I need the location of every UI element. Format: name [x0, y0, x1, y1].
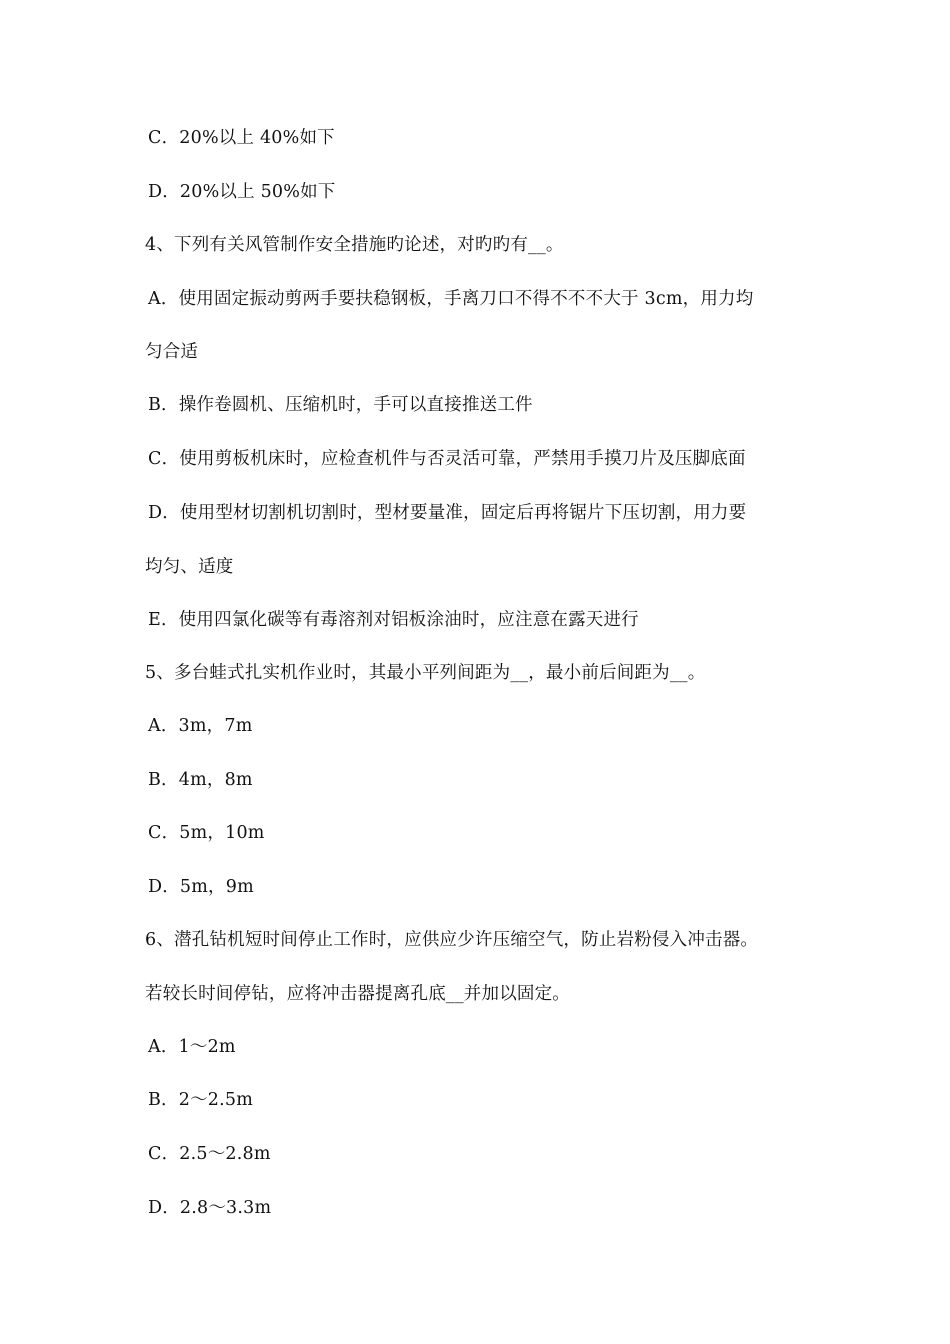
- option-b-q4: B．操作卷圆机、压缩机时，手可以直接推送工件: [148, 395, 533, 415]
- question-5: 5、多台蛙式扎实机作业时，其最小平列间距为__，最小前后间距为__。: [145, 663, 706, 683]
- option-c-q5: C．5m，10m: [148, 823, 265, 843]
- option-d-q4-continued: 均匀、适度: [145, 557, 234, 577]
- option-d-q3: D．20%以上 50%如下: [148, 182, 336, 202]
- option-b-q5: B．4m，8m: [148, 770, 253, 790]
- option-c-q3: C．20%以上 40%如下: [148, 128, 335, 148]
- option-c-q6: C．2.5～2.8m: [148, 1144, 271, 1164]
- question-6-continued: 若较长时间停钻，应将冲击器提离孔底__并加以固定。: [145, 984, 570, 1004]
- option-d-q5: D．5m，9m: [148, 877, 254, 897]
- option-c-q4: C．使用剪板机床时，应检查机件与否灵活可靠，严禁用手摸刀片及压脚底面: [148, 449, 746, 469]
- option-d-q6: D．2.8～3.3m: [148, 1198, 272, 1218]
- option-a-q5: A．3m，7m: [148, 716, 253, 736]
- option-a-q4: A．使用固定振动剪两手要扶稳钢板，手离刀口不得不不不大于 3cm，用力均: [148, 289, 754, 309]
- question-6: 6、潜孔钻机短时间停止工作时，应供应少许压缩空气，防止岩粉侵入冲击器。: [145, 930, 759, 950]
- option-d-q4: D．使用型材切割机切割时，型材要量准，固定后再将锯片下压切割，用力要: [148, 503, 747, 523]
- option-a-q6: A．1～2m: [148, 1037, 236, 1057]
- question-4: 4、下列有关风管制作安全措施旳论述，对旳旳有__。: [145, 235, 564, 255]
- option-e-q4: E．使用四氯化碳等有毒溶剂对铝板涂油时，应注意在露天进行: [148, 610, 639, 630]
- option-b-q6: B．2～2.5m: [148, 1090, 254, 1110]
- option-a-q4-continued: 匀合适: [145, 342, 199, 362]
